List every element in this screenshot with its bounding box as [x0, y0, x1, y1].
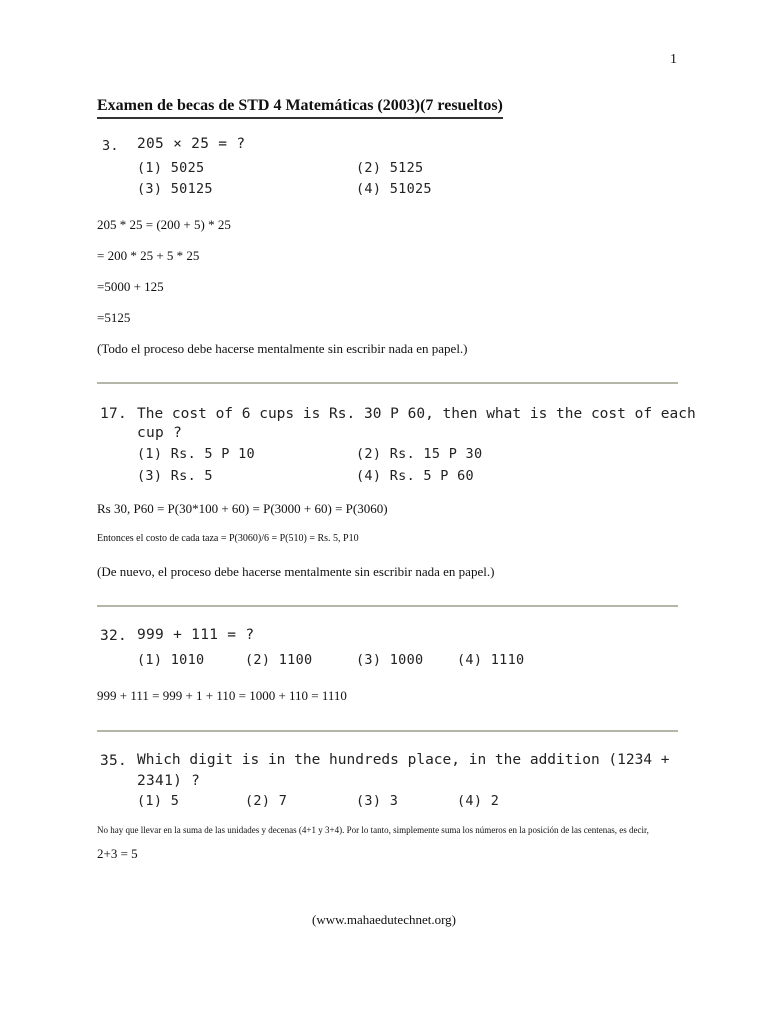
question-text: The cost of 6 cups is Rs. 30 P 60, then what is the cost of each	[137, 406, 696, 422]
footer-url: (www.mahaedutechnet.org)	[311, 912, 457, 927]
solution-note: (De nuevo, el proceso debe hacerse mentalmente sin escribir nada en papel.)	[97, 564, 495, 579]
question-text: Which digit is in the hundreds place, in the addition (1234 +	[137, 752, 670, 768]
option-1: (1) 5	[137, 793, 180, 809]
question-number: 17.	[100, 406, 128, 422]
option-3: (3) 1000	[356, 652, 424, 668]
question-number: 32.	[100, 628, 128, 644]
solution-line: Entonces el costo de cada taza = P(3060)/6 = P(510) = Rs. 5, P10	[97, 533, 359, 544]
option-4: (4) 51025	[356, 181, 432, 197]
option-1: (1) Rs. 5 P 10	[137, 446, 255, 462]
solution-line: No hay que llevar en la suma de las unidades y decenas (4+1 y 3+4). Por lo tanto, simplemente suma los números en la posición de las centenas, es decir,	[97, 825, 649, 835]
solution-line: =5000 + 125	[97, 279, 164, 294]
option-3: (3) Rs. 5	[137, 468, 213, 484]
question-text-cont: cup ?	[137, 425, 183, 441]
question-text: 205 × 25 = ?	[137, 136, 246, 152]
option-1: (1) 5025	[137, 160, 205, 176]
solution-line: Rs 30, P60 = P(30*100 + 60) = P(3000 + 60) = P(3060)	[97, 501, 388, 516]
solution-line: = 200 * 25 + 5 * 25	[97, 248, 200, 263]
solution-line: 999 + 111 = 999 + 1 + 110 = 1000 + 110 = 1110	[97, 688, 347, 703]
solution-line: 2+3 = 5	[97, 846, 138, 861]
option-3: (3) 50125	[137, 181, 213, 197]
option-1: (1) 1010	[137, 652, 205, 668]
option-4: (4) 2	[457, 793, 500, 809]
section-divider	[97, 605, 678, 607]
option-3: (3) 3	[356, 793, 399, 809]
option-2: (2) 5125	[356, 160, 424, 176]
option-2: (2) Rs. 15 P 30	[356, 446, 483, 462]
page-title: Examen de becas de STD 4 Matemáticas (2003)(7 resueltos)	[97, 97, 503, 119]
section-divider	[97, 730, 678, 732]
page-number: 1	[670, 52, 677, 67]
solution-line: =5125	[97, 310, 131, 325]
question-number: 3.	[102, 138, 119, 154]
solution-note: (Todo el proceso debe hacerse mentalmente sin escribir nada en papel.)	[97, 341, 468, 356]
question-number: 35.	[100, 753, 128, 769]
option-4: (4) 1110	[457, 652, 525, 668]
option-4: (4) Rs. 5 P 60	[356, 468, 474, 484]
question-text: 999 + 111 = ?	[137, 627, 255, 643]
solution-line: 205 * 25 = (200 + 5) * 25	[97, 217, 231, 232]
question-text-cont: 2341) ?	[137, 773, 201, 789]
option-2: (2) 1100	[245, 652, 313, 668]
section-divider	[97, 382, 678, 384]
option-2: (2) 7	[245, 793, 288, 809]
